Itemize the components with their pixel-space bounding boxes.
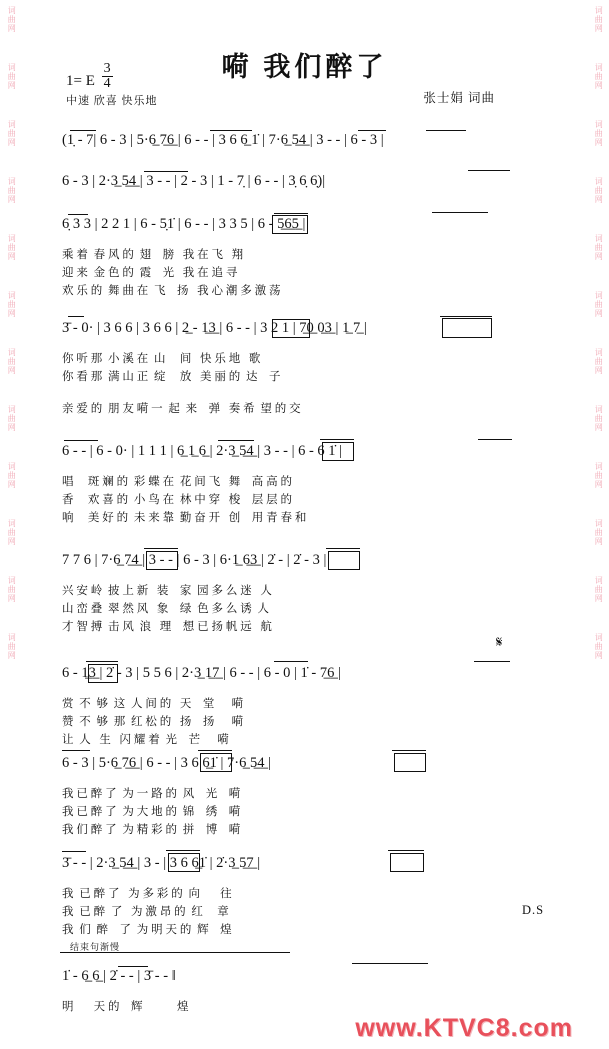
beam (392, 750, 426, 751)
composer-credit: 张士娟 词曲 (423, 91, 495, 105)
watermark-text: 词曲网 (7, 63, 17, 90)
lyric-line-3: 欢 乐 的 舞 曲 在 飞 扬 我 心 潮 多 激 荡 (62, 285, 281, 297)
lyric-line-1: 乘 着 春 风 的 翅 膀 我 在 飞 翔 (62, 249, 244, 261)
lyric-line-3: 我 们 醉 了 为 精 彩 的 拼 博 嗬 (62, 824, 241, 836)
watermark-text: 词曲网 (594, 348, 604, 375)
watermark-text: 词曲网 (594, 120, 604, 147)
lyric-line-3: 亲 爱 的 朋 友 嗬 一 起 来 弹 奏 希 望 的 交 (62, 403, 301, 415)
beam (210, 130, 252, 131)
watermark-text: 词曲网 (594, 6, 604, 33)
note-box (328, 551, 360, 570)
beam (358, 130, 386, 131)
ds-mark: D.S (522, 903, 545, 917)
music-system-7 (62, 665, 562, 747)
note-box (322, 442, 354, 461)
lyric-line-2: 赞 不 够 那 红 松 的 扬 扬 嗬 (62, 716, 244, 728)
lyric-line-1: 赏 不 够 这 人 间 的 天 堂 嗬 (62, 698, 244, 710)
watermark-text: 词曲网 (7, 234, 17, 261)
system-notes: (1̣ - 7| 6 - 3 | 5·6̲ 7̲6̲ | 6 - - | 3 6 6̲ 1̇ | 7·6̲ 5̲4̲ | 3 - - | 6 - 3 | (62, 132, 384, 148)
beam (62, 851, 86, 852)
lyric-line-1: 你 听 那 小 溪 在 山 间 快 乐 地 歌 (62, 353, 261, 365)
watermark-text: 词曲网 (594, 405, 604, 432)
beam (440, 316, 492, 317)
watermark-text: 词曲网 (7, 519, 17, 546)
beam (70, 130, 96, 131)
note-box (272, 319, 310, 338)
watermark-text: 词曲网 (7, 177, 17, 204)
beam (62, 750, 90, 751)
tempo-marking: 中速 欣喜 快乐地 (66, 95, 158, 107)
system-notes: 6 - 1̲3̲ | 2̇ - 3 | 5 5 6 | 2·3̲ 1̲7̲ | 6 - - | 6 - 0 | 1̇ - 7̲6̲ | (62, 665, 341, 681)
note-box (168, 853, 200, 872)
beam (144, 171, 188, 172)
beam (86, 661, 118, 662)
beam (274, 213, 308, 214)
beam (166, 850, 200, 851)
coda-label: 结束句渐慢 (70, 942, 121, 952)
watermark-column-right (589, 0, 607, 1049)
lyric-line-3: 让 人 生 闪 耀 着 光 芒 嗬 (62, 734, 229, 746)
music-system-9 (62, 855, 562, 937)
lyric-line-1: 我 已 醉 了 为 多 彩 的 向 往 (62, 888, 232, 900)
watermark-text: 词曲网 (7, 405, 17, 432)
lyric-line-2: 我 已 醉 了 为 大 地 的 锦 绣 嗬 (62, 806, 241, 818)
system-notes: 3̄ - 0· | 3 6 6 | 3 6 6 | 2̲ - 1̲3̲ | 6 - - | 3 2 1 | 7̲0̲ 0̲3̲ | 1̲ 7̲ | (62, 320, 367, 336)
note-box (146, 551, 178, 570)
lyric-line-2: 我 已 醉 了 为 激 昂 的 红 章 (62, 906, 229, 918)
system-notes: 1̇ - 6̲ 6̲ | 2̇ - - | 3̄ - - ‖ (62, 968, 176, 984)
lyric-line-1: 明 天 的 辉 煌 (62, 1001, 189, 1013)
time-signature (102, 62, 113, 91)
system-notes: 6 - 3 | 2·3̲ 5̲4̲ | 3 - - | 2 - 3 | 1 - 7̣ | 6 - - | 3̣ 6̣ 6̣)| (62, 173, 326, 189)
time-signature-denominator: 4 (103, 76, 111, 91)
page-title: 嗬 我们醉了 (221, 52, 388, 82)
watermark-text: 词曲网 (7, 120, 17, 147)
watermark-text: 词曲网 (7, 6, 17, 33)
beam (64, 440, 98, 441)
score-sheet (22, 0, 587, 1049)
system-notes: 6̣ 3 3 | 2 2 1 | 6 - 5̣1̇ | 6 - - | 3 3 5 | 6 - 5̲6̲5̲ | (62, 216, 306, 232)
music-system-8 (62, 755, 562, 837)
beam (68, 214, 88, 215)
beam (320, 439, 354, 440)
note-box (272, 215, 308, 234)
lyric-line-1: 兴 安 岭 披 上 新 装 家 园 多 么 迷 人 (62, 585, 272, 597)
system-notes: 6 - 3 | 5·6̲ 7̲6̲ | 6 - - | 3 6 6̲1̇ | 7·6̲ 5̲4̲ | (62, 755, 272, 771)
watermark-text: 词曲网 (594, 633, 604, 660)
lyric-line-2: 你 看 那 满 山 正 绽 放 美 丽 的 达 子 (62, 371, 281, 383)
watermark-text: 词曲网 (7, 576, 17, 603)
note-box (394, 753, 426, 772)
beam (478, 439, 512, 440)
lyric-line-1: 我 已 醉 了 为 一 路 的 风 光 嗬 (62, 788, 241, 800)
watermark-text: 词曲网 (594, 291, 604, 318)
note-box (390, 853, 424, 872)
music-system-3 (62, 216, 562, 298)
music-system-1 (62, 132, 562, 149)
watermark-text: 词曲网 (7, 633, 17, 660)
beam (388, 850, 424, 851)
watermark-text: 词曲网 (594, 519, 604, 546)
beam (68, 316, 84, 317)
beam (326, 548, 360, 549)
lyric-line-1: 唱 斑 斓 的 彩 蝶 在 花 间 飞 舞 高 高 的 (62, 476, 292, 488)
beam (352, 963, 428, 964)
time-signature-numerator: 3 (103, 61, 111, 76)
beam (274, 661, 308, 662)
site-watermark: www.KTVC8.com (355, 1014, 573, 1042)
beam (426, 130, 466, 131)
music-system-10 (62, 968, 562, 1014)
music-system-2 (62, 173, 562, 190)
beam (474, 661, 510, 662)
note-box (200, 753, 232, 772)
system-notes: 3̄ - - | 2·3̲ 5̲4̲ | 3 - | 3 6 6̲1̇ | 2̇·3̲ 5̲7̲ | (62, 855, 261, 871)
beam (118, 966, 148, 967)
watermark-text: 词曲网 (7, 462, 17, 489)
coda-rule (60, 952, 290, 953)
segno-sign: 𝄋 (496, 635, 503, 651)
note-box (442, 318, 492, 338)
watermark-text: 词曲网 (594, 576, 604, 603)
watermark-text: 词曲网 (594, 63, 604, 90)
lyric-line-3: 我 们 醉 了 为 明 天 的 辉 煌 (62, 924, 232, 936)
lyric-line-3: 才 智 搏 击 风 浪 理 想 已 扬 帆 远 航 (62, 621, 272, 633)
lyric-line-2: 香 欢 喜 的 小 鸟 在 林 中 穿 梭 层 层 的 (62, 494, 292, 506)
lyric-line-2: 山 峦 叠 翠 然 风 象 绿 色 多 么 诱 人 (62, 603, 269, 615)
watermark-text: 词曲网 (594, 462, 604, 489)
lyric-line-3: 响 美 好 的 未 来 靠 勤 奋 开 创 用 青 春 和 (62, 512, 307, 524)
watermark-text: 词曲网 (7, 348, 17, 375)
watermark-text: 词曲网 (7, 291, 17, 318)
note-box (88, 664, 118, 683)
beam (432, 212, 488, 213)
watermark-column-left (2, 0, 20, 1049)
lyric-line-2: 迎 来 金 色 的 霞 光 我 在 追 寻 (62, 267, 238, 279)
system-notes: 7 7 6 | 7·6̲ 7̲4̲ | 3 - - | 6 - 3 | 6·1̲ 6̲3̲ | 2̇ - | 2̇ - 3 | (62, 552, 327, 568)
watermark-text: 词曲网 (594, 234, 604, 261)
key-signature-text: 1= E (66, 73, 95, 89)
music-system-6 (62, 552, 562, 634)
music-system-5 (62, 443, 562, 525)
beam (198, 750, 232, 751)
beam (144, 548, 178, 549)
key-signature (66, 62, 113, 91)
watermark-text: 词曲网 (594, 177, 604, 204)
beam (468, 170, 510, 171)
system-notes: 6 - - | 6 - 0· | 1 1 1 | 6̲ 1̲ 6̲ | 2·3̲ 5̲4̲ | 3 - - | 6 - 6 1̇ | (62, 443, 343, 459)
beam (218, 440, 254, 441)
